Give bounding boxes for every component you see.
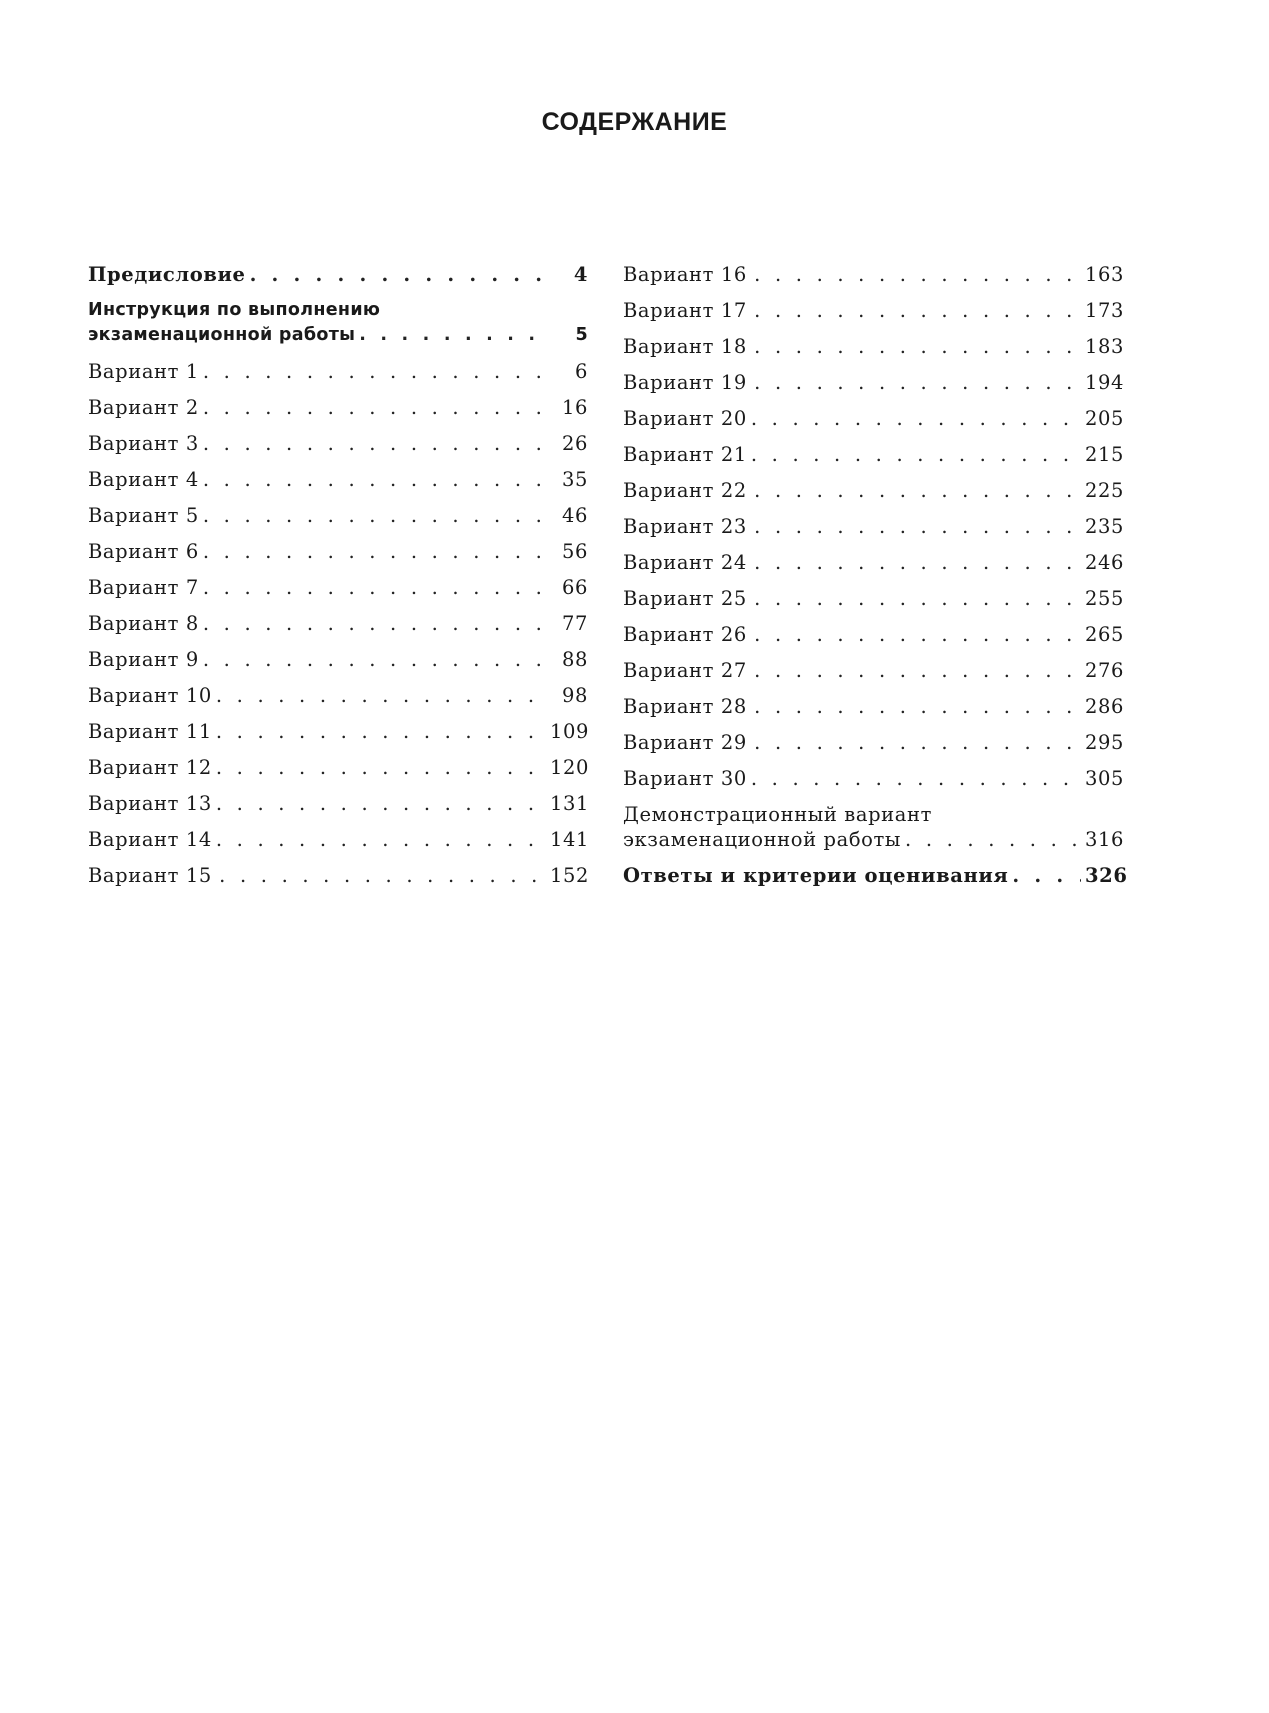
toc-entry[interactable] [623,550,1123,575]
toc-page-number: 225 [1085,479,1125,502]
toc-entry-label: Вариант 16 [623,263,747,286]
dot-leader [751,406,1081,431]
toc-right-column [623,262,1128,899]
toc-page-number: 46 [561,504,588,527]
toc-page-number: 5 [575,325,588,345]
toc-entry-label: Вариант 19 [623,371,747,394]
toc-page-number: 88 [561,648,588,671]
toc-entry[interactable] [88,683,588,708]
toc-entry-label: Вариант 11 [88,720,212,743]
toc-entry-label: Вариант 13 [88,792,212,815]
toc-page-number: 109 [550,720,590,743]
toc-page-number: 215 [1085,443,1125,466]
dot-leader [203,647,546,672]
toc-entry[interactable] [623,863,1128,888]
toc-entry[interactable] [623,478,1123,503]
toc-entry-title-line: Инструкция по выполнению [88,300,381,320]
toc-entry[interactable] [623,262,1123,287]
toc-entry[interactable] [623,730,1123,755]
toc-entry[interactable] [88,611,588,636]
toc-entry[interactable] [88,719,588,744]
toc-entry[interactable] [88,539,588,564]
dot-leader [216,719,546,744]
toc-entry[interactable] [88,791,588,816]
dot-leader [754,586,1081,611]
dot-leader [905,827,1081,852]
toc-entry[interactable] [623,658,1123,683]
toc-page-number: 246 [1085,551,1125,574]
dot-leader [754,334,1081,359]
toc-entry-label: Вариант 5 [88,504,199,527]
toc-entry[interactable] [88,575,588,600]
toc-entry[interactable] [623,694,1123,719]
dot-leader [203,539,546,564]
toc-entry[interactable] [623,514,1123,539]
toc-entry-label: Вариант 25 [623,587,747,610]
toc-page-number: 286 [1085,695,1125,718]
toc-page-number: 66 [561,576,588,599]
toc-entry-label: Вариант 30 [623,767,747,790]
toc-entry-label: Вариант 2 [88,396,199,419]
toc-entry-label: Вариант 7 [88,576,199,599]
dot-leader [1012,863,1081,888]
toc-page-number: 152 [550,864,590,887]
toc-entry-label: Вариант 1 [88,360,199,383]
toc-entry-title-line: Демонстрационный вариант [623,803,932,826]
toc-entry[interactable] [88,262,588,287]
toc-entry-label: Вариант 15 [88,864,212,887]
dot-leader [203,359,546,384]
toc-page-number: 6 [574,360,588,383]
toc-entry[interactable] [623,370,1123,395]
dot-leader [754,370,1081,395]
toc-entry-label: Вариант 8 [88,612,199,635]
toc-entry-label: Вариант 17 [623,299,747,322]
toc-entry[interactable] [623,766,1123,791]
dot-leader [754,298,1081,323]
toc-entry-label: Вариант 6 [88,540,199,563]
dot-leader [216,683,546,708]
toc-entry[interactable] [623,406,1123,431]
toc-page-number: 183 [1085,335,1125,358]
toc-entry-label: Вариант 4 [88,468,199,491]
dot-leader [219,863,546,888]
toc-entry[interactable] [623,802,1123,852]
toc-page-number: 163 [1085,263,1125,286]
toc-entry[interactable] [623,334,1123,359]
toc-entry[interactable] [88,359,588,384]
toc-page-number: 77 [561,612,588,635]
toc-page-number: 276 [1085,659,1125,682]
toc-entry[interactable] [623,622,1123,647]
toc-entry-label: Вариант 24 [623,551,747,574]
toc-entry[interactable] [623,442,1123,467]
dot-leader [754,730,1081,755]
toc-entry-label: экзаменационной работы [623,828,902,851]
dot-leader [203,503,546,528]
toc-left-column [88,262,588,899]
page-title: СОДЕРЖАНИЕ [541,108,728,136]
dot-leader [754,550,1081,575]
toc-page-number: 235 [1085,515,1125,538]
toc-entry-label: Вариант 18 [623,335,747,358]
toc-entry-label: Вариант 27 [623,659,747,682]
dot-leader [754,694,1081,719]
toc-entry-label: Вариант 28 [623,695,747,718]
toc-page-number: 141 [550,828,590,851]
toc-page-number: 194 [1085,371,1125,394]
toc-entry[interactable] [88,755,588,780]
toc-page-number: 326 [1085,864,1128,887]
dot-leader [203,611,546,636]
toc-entry-label: Вариант 29 [623,731,747,754]
dot-leader [754,478,1081,503]
toc-page-number: 316 [1085,828,1125,851]
toc-entry[interactable] [88,647,588,672]
dot-leader [203,467,546,492]
toc-page-number: 173 [1085,299,1125,322]
toc-entry-label: экзаменационной работы [88,325,356,345]
toc-entry[interactable] [88,395,588,420]
dot-leader [359,323,546,348]
toc-page-number: 98 [561,684,588,707]
toc-page-number: 26 [561,432,588,455]
toc-page-number: 56 [561,540,588,563]
toc-page-number: 131 [550,792,590,815]
toc-entry[interactable] [88,863,588,888]
toc-entry-label: Вариант 26 [623,623,747,646]
dot-leader [754,622,1081,647]
toc-page-number: 120 [550,756,590,779]
dot-leader [754,514,1081,539]
toc-entry-label: Вариант 3 [88,432,199,455]
dot-leader [754,658,1081,683]
toc-entry[interactable] [88,503,588,528]
toc-entry[interactable] [88,298,588,348]
toc-entry[interactable] [623,298,1123,323]
toc-entry-label: Вариант 23 [623,515,747,538]
toc-entry-label: Вариант 20 [623,407,747,430]
toc-page-number: 255 [1085,587,1125,610]
toc-entry[interactable] [88,467,588,492]
toc-entry-label: Вариант 9 [88,648,199,671]
dot-leader [216,827,546,852]
toc-page-number: 205 [1085,407,1125,430]
dot-leader [250,262,546,287]
toc-entry-label: Предисловие [88,263,246,286]
dot-leader [751,442,1081,467]
toc-entry[interactable] [623,586,1123,611]
toc-entry-label: Вариант 14 [88,828,212,851]
toc-entry-label: Вариант 21 [623,443,747,466]
dot-leader [216,755,546,780]
toc-entry-label: Вариант 22 [623,479,747,502]
toc-entry[interactable] [88,827,588,852]
toc-page-number: 295 [1085,731,1125,754]
dot-leader [754,262,1081,287]
toc-entry-label: Вариант 12 [88,756,212,779]
toc-page-number: 4 [573,263,588,286]
toc-page-number: 16 [561,396,588,419]
dot-leader [203,395,546,420]
toc-page-number: 305 [1085,767,1125,790]
dot-leader [203,431,546,456]
dot-leader [203,575,546,600]
toc-entry-label: Ответы и критерии оценивания [623,864,1009,887]
toc-page-number: 265 [1085,623,1125,646]
toc-entry-label: Вариант 10 [88,684,212,707]
toc-page-number: 35 [561,468,588,491]
dot-leader [751,766,1081,791]
toc-entry[interactable] [88,431,588,456]
dot-leader [216,791,546,816]
